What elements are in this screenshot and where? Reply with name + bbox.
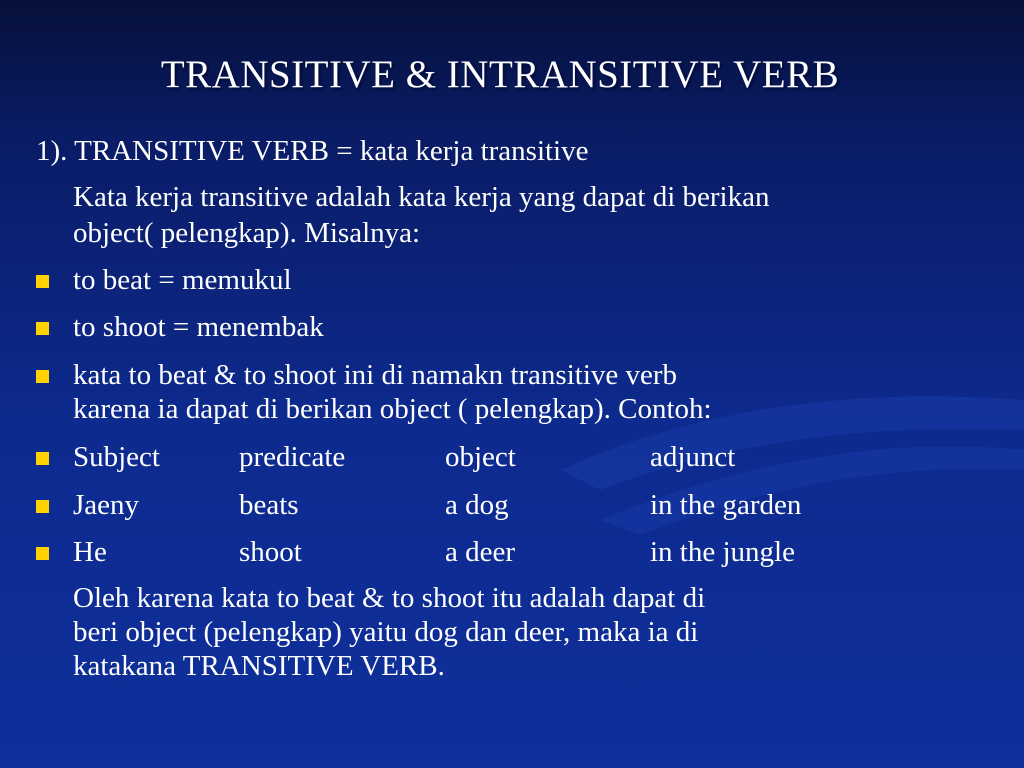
bullet-square-icon [36, 370, 49, 383]
cell-object: a dog [445, 489, 509, 521]
slide-body [36, 133, 1006, 684]
conclusion-line-1: Oleh karena kata to beat & to shoot itu adalah dapat di [73, 582, 706, 614]
list-item [36, 309, 1006, 345]
heading-line: 1). TRANSITIVE VERB = kata kerja transitive [36, 135, 589, 167]
definition-line-2: object( pelengkap). Misalnya: [73, 217, 421, 249]
cell-subject: He [73, 536, 107, 568]
slide-title: TRANSITIVE & INTRANSITIVE VERB [160, 53, 840, 96]
list-item [36, 357, 1006, 427]
cell-object: a deer [445, 536, 516, 568]
cell-adjunct: in the garden [650, 489, 802, 521]
header-predicate: predicate [239, 441, 346, 473]
bullet-text: to shoot = menembak [73, 311, 324, 343]
conclusion-line-3: katakana TRANSITIVE VERB. [73, 650, 445, 682]
bullet-square-icon [36, 452, 49, 465]
table-row [36, 487, 1006, 523]
table-row [36, 534, 1006, 570]
cell-subject: Jaeny [73, 489, 140, 521]
header-object: object [445, 441, 516, 473]
list-item [36, 262, 1006, 298]
cell-predicate: beats [239, 489, 299, 521]
definition-line-1: Kata kerja transitive adalah kata kerja yang dapat di berikan [73, 181, 770, 213]
bullet-square-icon [36, 547, 49, 560]
bullet-square-icon [36, 322, 49, 335]
conclusion-line-2: beri object (pelengkap) yaitu dog dan deer, maka ia di [73, 616, 699, 648]
header-adjunct: adjunct [650, 441, 736, 473]
cell-adjunct: in the jungle [650, 536, 795, 568]
table-header-row [36, 439, 1006, 475]
bullet-square-icon [36, 500, 49, 513]
bullet-square-icon [36, 275, 49, 288]
bullet-text: to beat = memukul [73, 264, 292, 296]
explanation-line-2: karena ia dapat di berikan object ( pelengkap). Contoh: [73, 393, 712, 425]
header-subject: Subject [73, 441, 160, 473]
explanation-line-1: kata to beat & to shoot ini di namakn transitive verb [73, 359, 678, 391]
cell-predicate: shoot [239, 536, 302, 568]
